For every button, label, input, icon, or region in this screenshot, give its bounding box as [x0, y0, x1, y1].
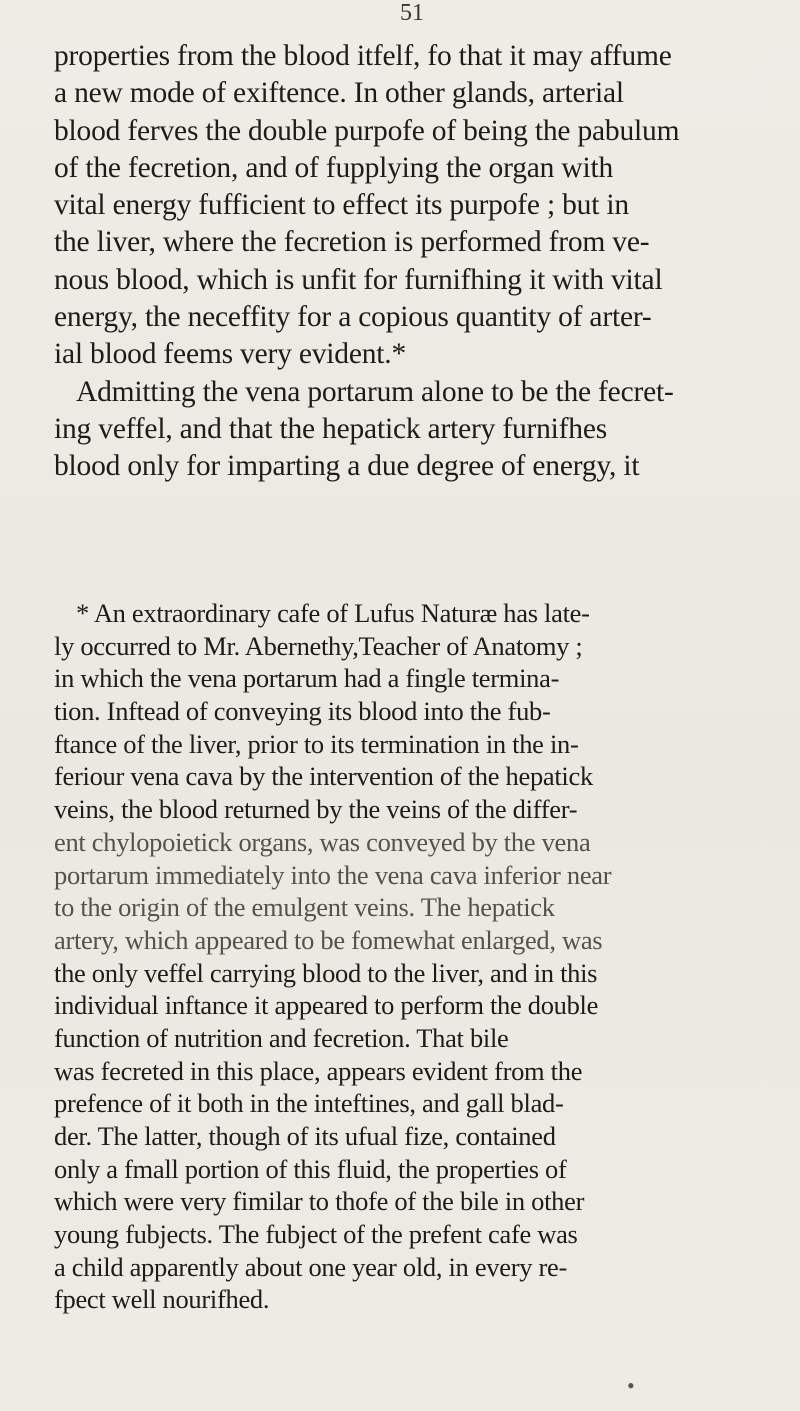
footnote-line: young fubjects. The fubject of the prefent cafe was [54, 1219, 578, 1250]
text-line: Admitting the vena portarum alone to be the fecret- [76, 375, 674, 408]
footnote-line: ent chylopoietick organs, was conveyed by the vena [54, 826, 591, 857]
text-line: blood ferves the double purpofe of being the pabulum [54, 114, 680, 147]
footnote-line: portarum immediately into the vena cava inferior near [54, 859, 612, 890]
footnote-line: feriour vena cava by the intervention of the hepatick [54, 761, 593, 792]
footnote-line: only a fmall portion of this fluid, the properties of [54, 1153, 567, 1184]
text-line: ing veffel, and that the hepatick artery furnifhes [54, 412, 608, 445]
footnote-line: ftance of the liver, prior to its termination in the in- [54, 728, 579, 759]
text-line: energy, the neceffity for a copious quantity of arter- [54, 301, 652, 334]
footnote-line: a child apparently about one year old, in every re- [54, 1251, 568, 1282]
page-number: 51 [400, 0, 424, 26]
text-line: the liver, where the fecretion is performed from ve- [54, 226, 650, 259]
footnote-line: tion. Inftead of conveying its blood into the fub- [54, 696, 551, 727]
text-line: a new mode of exiftence. In other glands, arterial [54, 77, 624, 110]
footnote-line: which were very fimilar to thofe of the bile in other [54, 1186, 585, 1217]
footnote-line: artery, which appeared to be fomewhat enlarged, was [54, 924, 603, 955]
footnote-line: fpect well nourifhed. [54, 1284, 270, 1315]
text-line: ial blood feems very evident.* [54, 338, 406, 371]
footnote-line: to the origin of the emulgent veins. The hepatick [54, 892, 555, 923]
text-line: blood only for imparting a due degree of energy, it [54, 450, 640, 483]
footnote-line: veins, the blood returned by the veins of the differ- [54, 794, 578, 825]
footnote-line: the only veffel carrying blood to the liver, and in this [54, 957, 598, 988]
text-line: properties from the blood itfelf, fo that it may affume [54, 40, 672, 72]
text-line: nous blood, which is unfit for furnifhing it with vital [54, 263, 663, 296]
text-line: of the fecretion, and of fupplying the organ with [54, 151, 614, 184]
main-paragraphs [54, 38, 774, 486]
ink-mark: • [627, 1373, 635, 1398]
text-line: vital energy fufficient to effect its purpofe ; but in [54, 189, 629, 222]
footnote-line: der. The latter, though of its ufual fize, contained [54, 1121, 556, 1151]
footnote-line: prefence of it both in the inteftines, and gall blad- [54, 1088, 564, 1119]
footnote-line: was fecreted in this place, appears evident from the [54, 1055, 583, 1086]
footnote-line: individual inftance it appeared to perform the double [54, 990, 599, 1021]
footnote-line: function of nutrition and fecretion. That bile [54, 1022, 509, 1053]
footnote-line: ly occurred to Mr. Abernethy,Teacher of Anatomy ; [54, 630, 583, 661]
footnote [54, 597, 774, 1316]
footnote-line: in which the vena portarum had a fingle termina- [54, 663, 560, 694]
footnote-line: * An extraordinary cafe of Lufus Naturæ has late- [76, 598, 590, 628]
